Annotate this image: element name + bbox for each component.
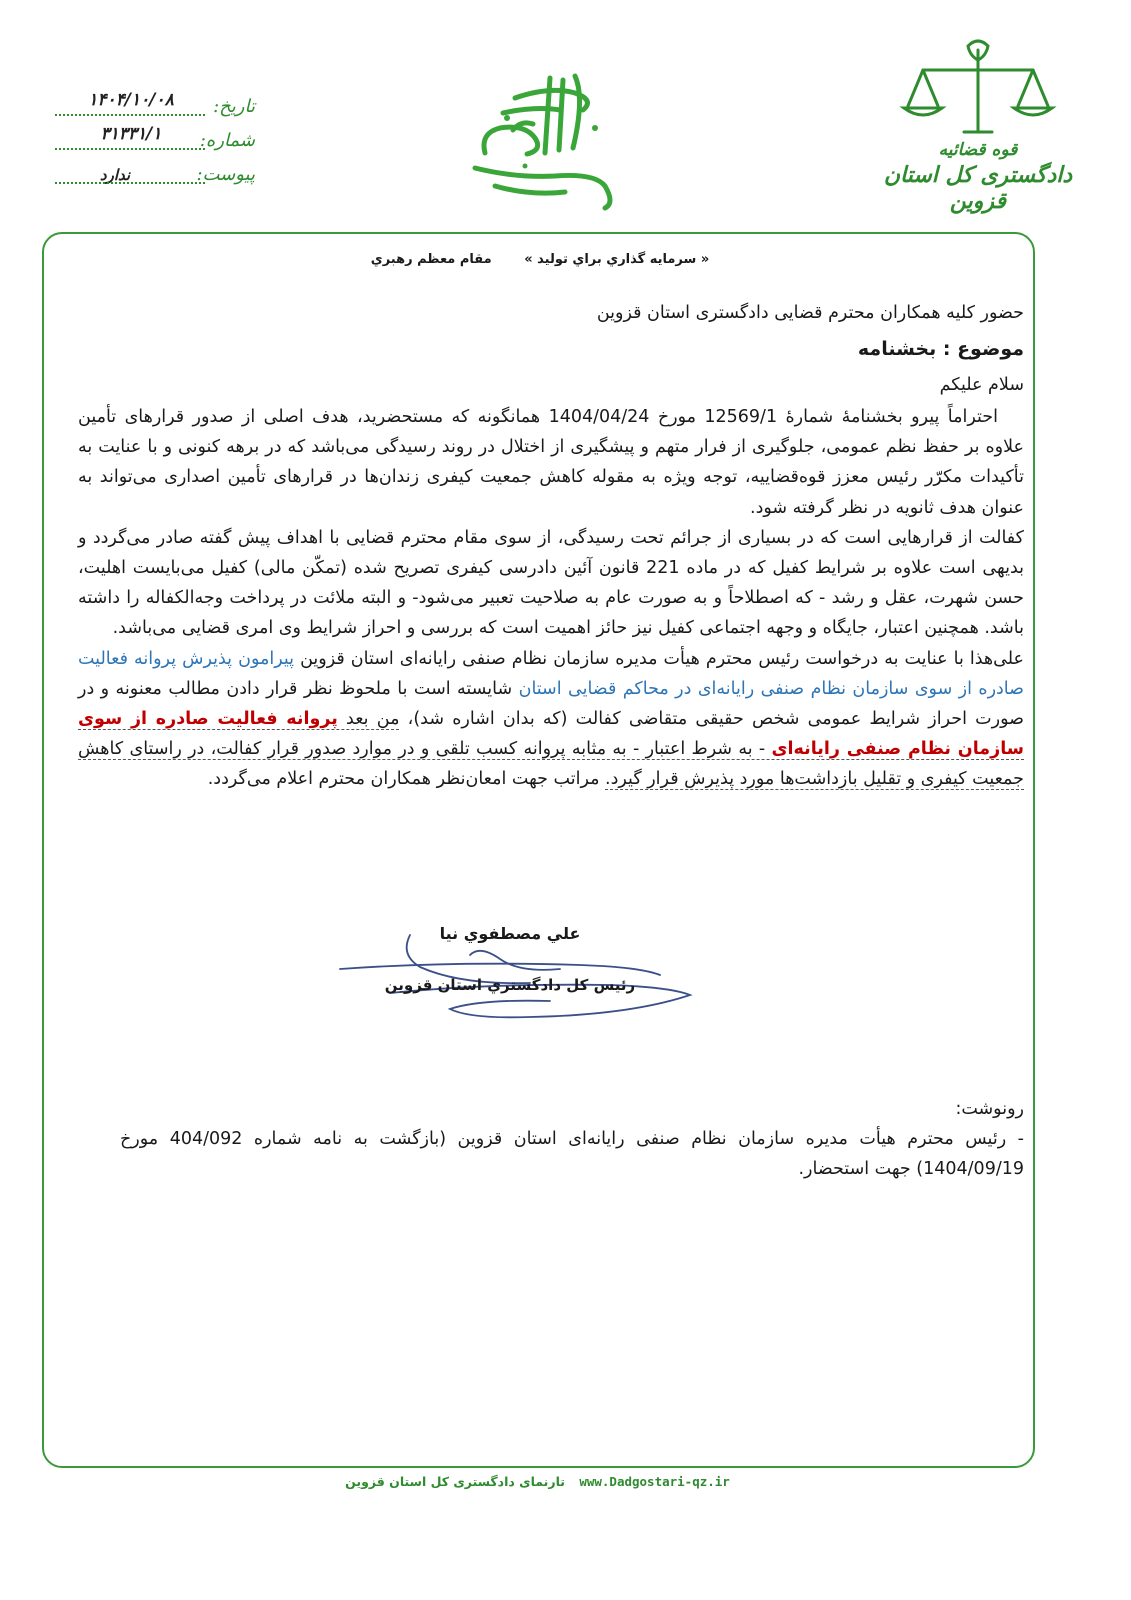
footer bbox=[0, 1474, 1075, 1489]
motto-source: مقام معظم رهبري bbox=[370, 252, 492, 267]
greeting: سلام علیکم bbox=[939, 375, 1024, 395]
attachment-value: ندارد bbox=[99, 166, 131, 184]
date-dotted-line bbox=[55, 114, 205, 116]
paragraph-3-decision: - به شرط اعتبار - به مثابه پروانه کسب تلقی و در موارد صدور قرار کفالت، در راستای کاهش جمعیت کیفری و تقلیل بازداشت‌ها مورد پذیرش قرار گیرد. bbox=[78, 739, 1024, 790]
motto-line bbox=[0, 252, 1080, 267]
letter-body bbox=[78, 402, 1024, 795]
attachment-dotted-line bbox=[55, 182, 205, 184]
judiciary-name bbox=[878, 140, 1078, 214]
scales-of-justice-icon bbox=[878, 38, 1078, 138]
footer-site-label: تارنمای دادگستری کل استان قزوین bbox=[345, 1474, 565, 1489]
cc-recipient: - رئیس محترم هیأت مدیره سازمان نظام صنفی رایانه‌ای استان قزوین (بازگشت به نامه شماره 404/092 مورخ 1404/09/19) جهت استحضار. bbox=[120, 1129, 1024, 1179]
number-label: شماره: bbox=[199, 130, 255, 151]
motto-slogan: « سرمايه گذاري براي توليد » bbox=[524, 252, 710, 267]
paragraph-3-closing: مراتب جهت امعان‌نظر همکاران محترم اعلام می‌گردد. bbox=[207, 769, 606, 790]
signer-title: رئيس كل دادگستري استان قزوين bbox=[384, 976, 636, 994]
date-row bbox=[55, 88, 255, 122]
paragraph-1: احتراماً پیرو بخشنامهٔ شمارهٔ 12569/1 مورخ 1404/04/24 همانگونه که مستحضرید، هدف اصلی از صدور قرارهای تأمین علاوه بر حفظ نظم عمومی، جلوگیری از فرار متهم و پیشگیری از اختلال در روند رسیدگی می‌باشد که در برهه کنونی و با عنایت به تأکیدات مکرّر رئیس معزز قوه‌قضاییه، توجه ویژه به مقوله کاهش جمعیت کیفری زندان‌ها در قرارهای تأمین اصداری می‌تواند به عنوان هدف ثانویه در نظر گرفته شود. bbox=[78, 407, 1024, 518]
judiciary-emblem bbox=[878, 38, 1078, 233]
bismillah-calligraphy-logo bbox=[455, 58, 630, 218]
number-dotted-line bbox=[55, 148, 205, 150]
footer-website-link[interactable]: www.Dadgostari-qz.ir bbox=[579, 1474, 730, 1489]
judiciary-line: قوه قضائیه bbox=[938, 140, 1018, 160]
paragraph-3-highlight-blue: پیرامون پذیرش پروانه فعالیت صادره از سوی سازمان نظام صنفی رایانه‌ای در محاکم قضایی استان bbox=[78, 648, 1025, 699]
letter-meta bbox=[55, 88, 255, 190]
carbon-copy bbox=[120, 1094, 1024, 1184]
paragraph-3-intro: علی‌هذا با عنایت به درخواست رئیس محترم هیأت مدیره سازمان نظام صنفی رایانه‌ای استان قزوین bbox=[294, 648, 1024, 669]
paragraph-3-lead: من بعد bbox=[337, 709, 400, 730]
court-name-line: دادگستری کل استان قزوین bbox=[883, 162, 1073, 214]
addressee: حضور کلیه همکاران محترم قضایی دادگستری استان قزوین bbox=[596, 303, 1024, 323]
date-label: تاریخ: bbox=[213, 96, 255, 117]
paragraph-3-highlight-red: پروانه فعالیت صادره از سوی سازمان نظام صنفی رایانه‌ای bbox=[78, 709, 1024, 760]
attachment-row bbox=[55, 156, 255, 190]
paragraph-2: کفالت از قرارهایی است که در بسیاری از جرائم تحت رسیدگی، از سوی مقام محترم قضایی با اهداف پیش گفته صادر می‌گردد و بدیهی است علاوه بر شرایط کفیل که در ماده 221 قانون آئین دادرسی کیفری تصریح شده (تمکّن مالی) کفیل می‌بایست اهلیت، حسن شهرت، عقل و رشد - که اصطلاحاً و به صورت عام به صلاحیت تعبیر می‌شود- و البته ملائت در پرداخت وجه‌الکفاله را داشته باشد. همچنین اعتبار، جایگاه و وجهه اجتماعی کفیل نیز حائز اهمیت است که بررسی و احراز شرایط وی امری قضایی می‌باشد. bbox=[78, 527, 1025, 639]
number-value: ۳۱۳۳۱/۱ bbox=[100, 124, 162, 144]
date-value: ۱۴۰۴/۱۰/۰۸ bbox=[88, 90, 174, 110]
paragraph-3-middle: شایسته است با ملحوظ نظر قرار دادن مطالب معنونه و در صورت احراز شرایط عمومی شخص حقیقی متقاضی کفالت (که بدان اشاره شد)، bbox=[78, 678, 1025, 730]
signer-name: علي مصطفوي نيا bbox=[439, 924, 581, 943]
subject: موضوع : بخشنامه bbox=[857, 338, 1024, 360]
number-row bbox=[55, 122, 255, 156]
cc-label: رونوشت: bbox=[955, 1099, 1024, 1119]
paragraph-3 bbox=[78, 644, 1024, 795]
attachment-label: پیوست: bbox=[196, 164, 255, 185]
